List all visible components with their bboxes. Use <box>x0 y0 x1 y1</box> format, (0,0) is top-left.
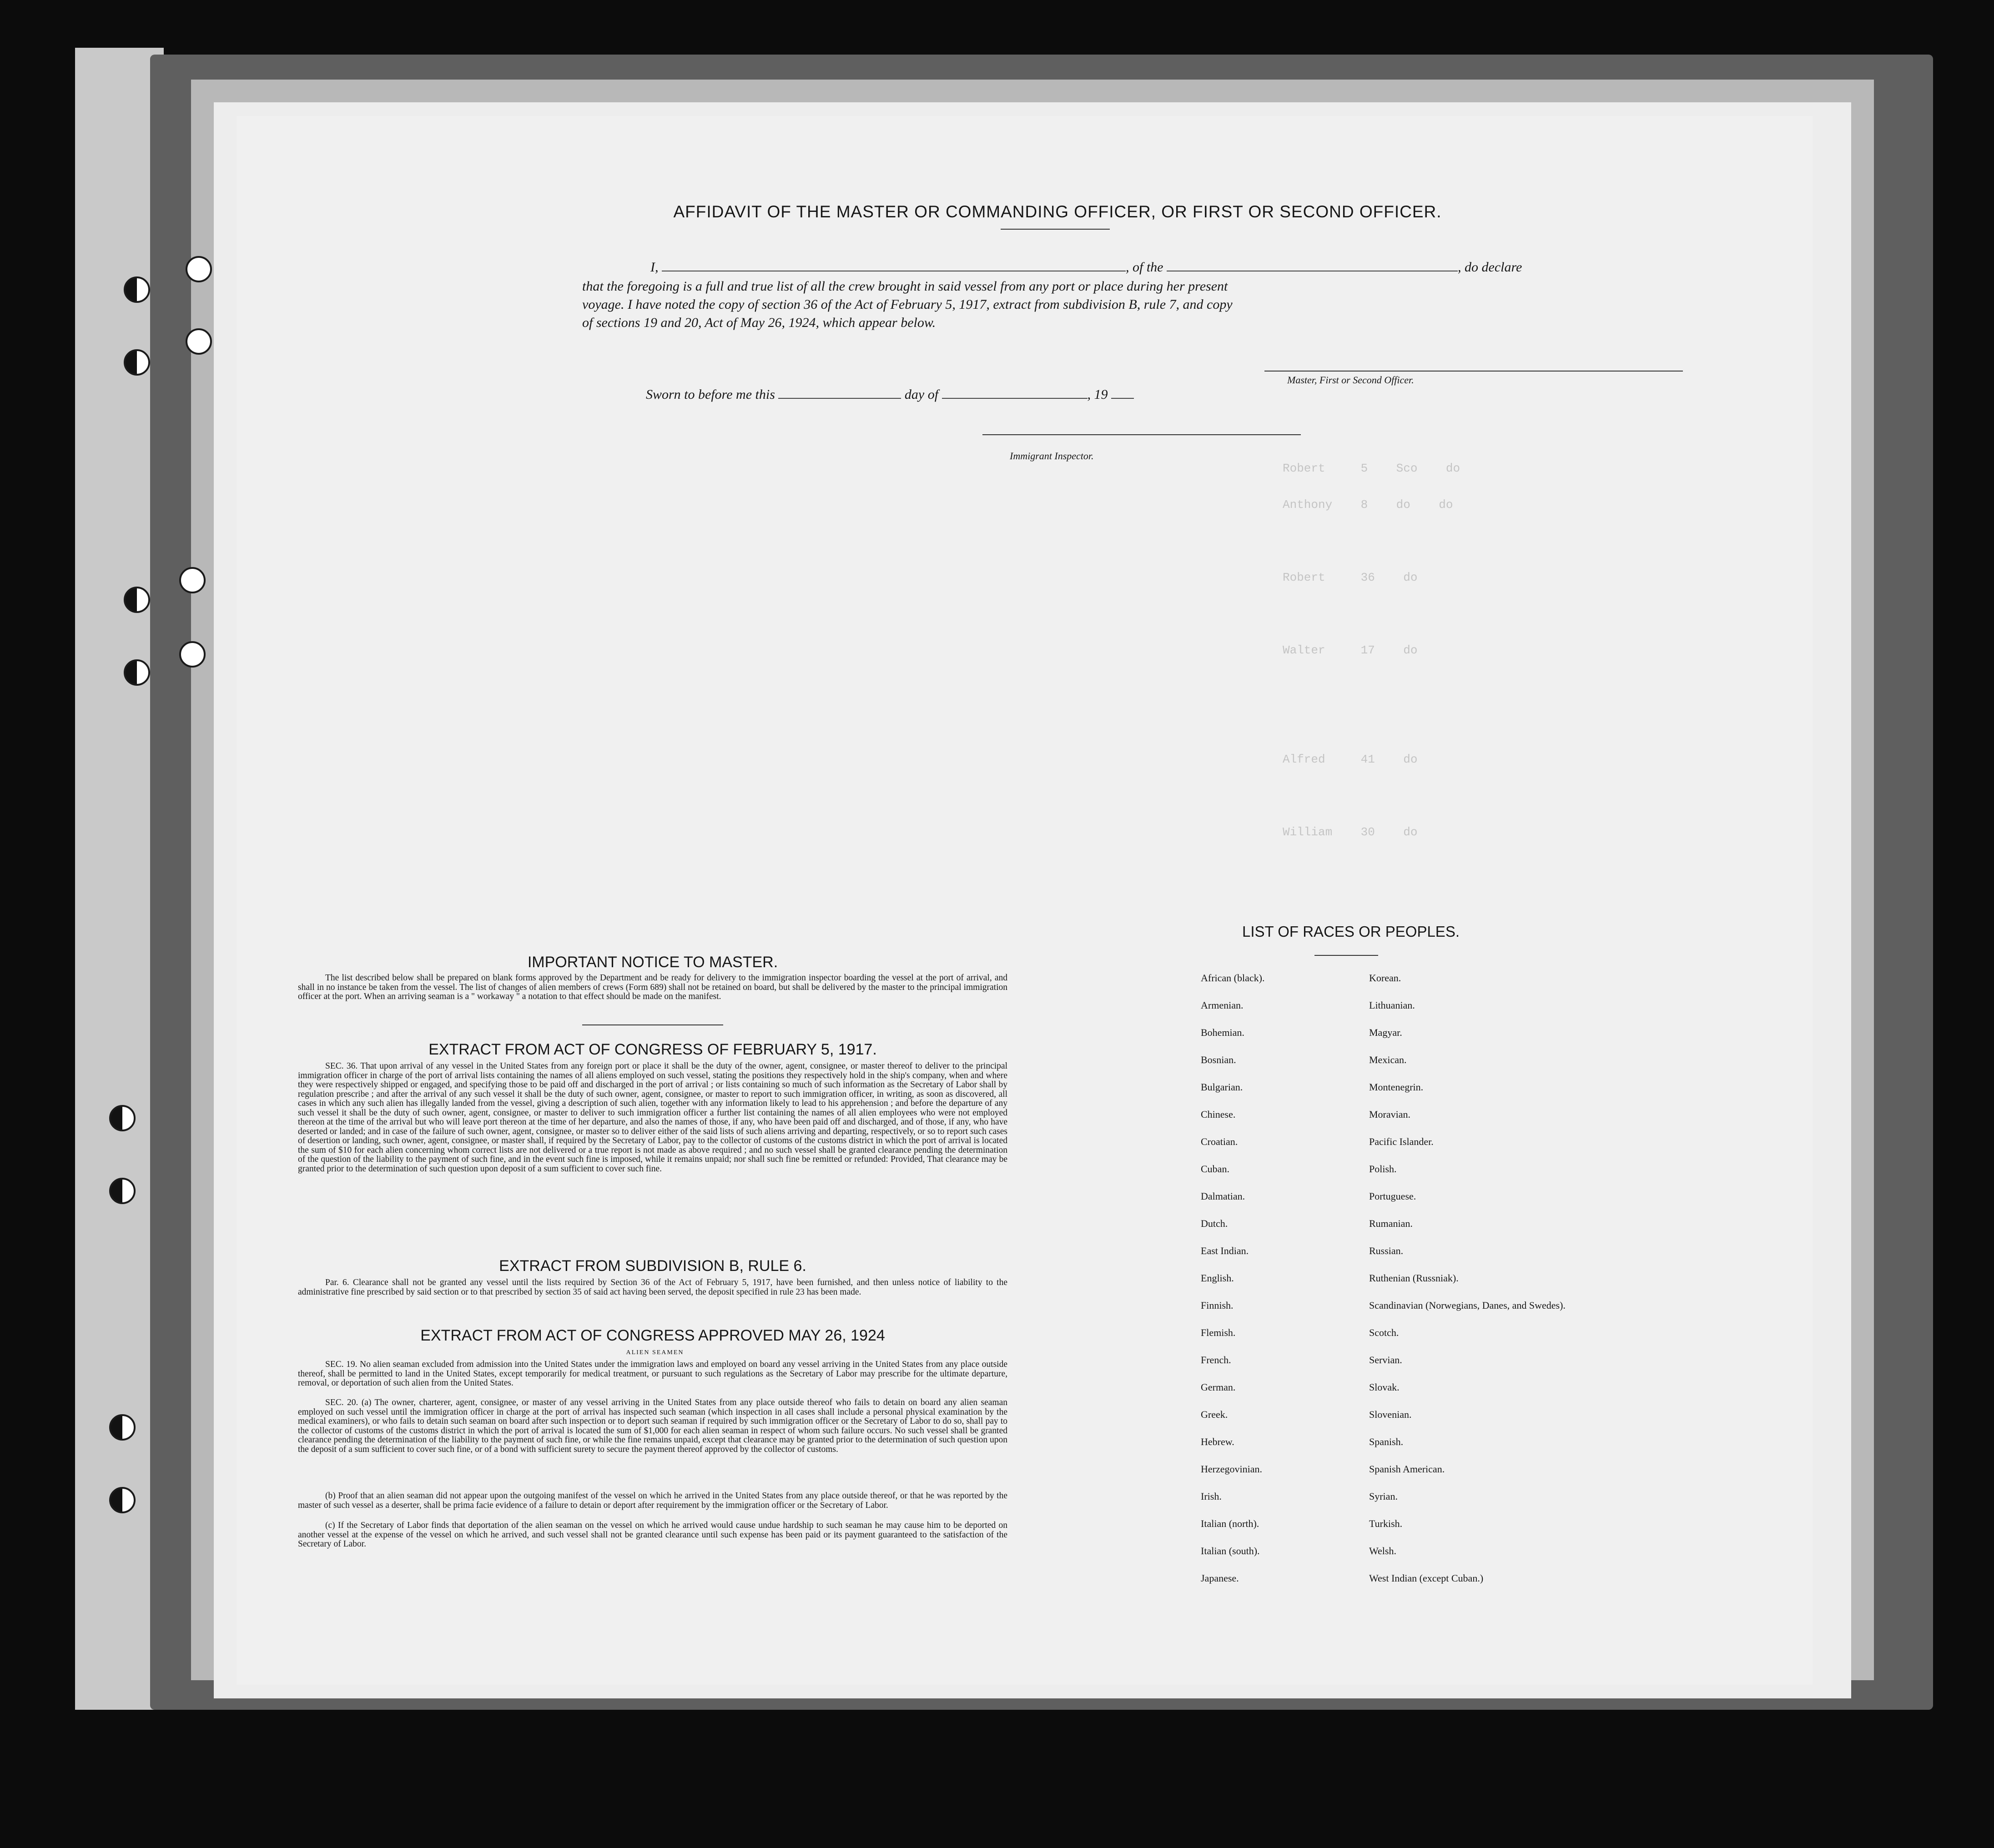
race-item: Chinese. <box>1201 1109 1236 1120</box>
binder-hole <box>124 276 150 303</box>
race-item: Servian. <box>1369 1354 1402 1366</box>
extract-1924-title: EXTRACT FROM ACT OF CONGRESS APPROVED MAY 26, 1924 <box>420 1327 885 1344</box>
race-item: Cuban. <box>1201 1163 1229 1175</box>
sworn-month-field[interactable] <box>942 387 1088 399</box>
races-right-column <box>1369 973 1566 1601</box>
bleed-through-text: Walter 17 do <box>1283 643 1418 657</box>
race-item: Spanish American. <box>1369 1463 1445 1475</box>
race-item: Herzegovinian. <box>1201 1463 1262 1475</box>
section-20a-text: SEC. 20. (a) The owner, charterer, agent, consignee, or master of any vessel arriving in the United States from any place outside thereof who fails to detain on board any alien seaman employed on such vessel until the immigration officer in charge at the port of arrival has inspected such seaman (which inspection in all cases shall include a personal physical examination by the medical examiners), or who fails to detain such seaman on board after such inspection or to deport such seaman if required by such immigration officer or the Secretary of Labor to do so, shall pay to the collector of customs of the customs district in which the port of arrival is located the sum of $1,000 for each alien seaman in respect of whom such failure occurs. No such vessel shall be granted clearance pending the determination of the liability to the payment of such fine, or while the fine remains unpaid, except that clearance may be granted prior to the determination of such question upon the deposit of a sum sufficient to cover such fine, or of a bond with sufficient surety to secure the payment thereof approved by the collector of customs. <box>298 1398 1007 1454</box>
races-left-column <box>1201 973 1264 1601</box>
race-item: Scotch. <box>1369 1327 1399 1338</box>
divider <box>1314 955 1378 956</box>
race-item: Spanish. <box>1369 1436 1404 1447</box>
races-title: LIST OF RACES OR PEOPLES. <box>1242 923 1460 940</box>
binder-hole <box>124 659 150 686</box>
declare-end: , do declare <box>1458 260 1522 275</box>
race-item: Magyar. <box>1369 1027 1402 1038</box>
alien-seamen-subtitle: ALIEN SEAMEN <box>626 1349 684 1356</box>
section-20c-text: (c) If the Secretary of Labor finds that deportation of the alien seaman on the vessel on which he arrived would cause undue hardship to such seaman he may cause him to be deported on another vessel at the expense of the vessel on which he arrived, and such vessel shall not be granted clearance until such expense has been paid or its payment guaranteed to the satisfaction of the Secretary of Labor. <box>298 1521 1007 1549</box>
affidavit-body-line-1: that the foregoing is a full and true list of all the crew brought in said vessel from any port or place during her present <box>582 279 1228 294</box>
race-item: Italian (south). <box>1201 1545 1260 1557</box>
declaration-line <box>650 260 1522 275</box>
sworn-line <box>646 387 1134 402</box>
punch-hole <box>179 567 206 593</box>
sworn-prefix: Sworn to before me this <box>646 387 775 402</box>
inspector-label: Immigrant Inspector. <box>1010 450 1094 462</box>
race-item: Montenegrin. <box>1369 1081 1424 1093</box>
punch-hole <box>186 328 212 355</box>
race-item: Pacific Islander. <box>1369 1136 1434 1147</box>
punch-hole <box>179 641 206 668</box>
race-item: Korean. <box>1369 972 1401 984</box>
race-item: Bohemian. <box>1201 1027 1244 1038</box>
extract-1917-text: SEC. 36. That upon arrival of any vessel in the United States from any foreign port or place it shall be the duty of the owner, agent, consignee, or master thereof to deliver to the principal immigration officer in charge of the port of arrival lists containing the names of all aliens employed on such vessel, stating the positions they respectively hold in the ship's company, when and where they were respectively shipped or engaged, and specifying those to be paid off and discharged in the port of arrival ; or lists containing so much of such information as the Secretary of Labor shall by regulation prescribe ; and after the arrival of any such vessel it shall be the duty of such owner, agent, consignee, or master to report to such immigration officer, in writing, as soon as discovered, all cases in which any such alien has illegally landed from the vessel, giving a description of such alien, together with any information likely to lead to his apprehension ; and before the departure of any such vessel it shall be the duty of such owner, agent, consignee, or master to deliver to such immigration officer a further list containing the names of all alien employees who were not employed thereon at the time of the arrival but who will leave port thereon at the time of her departure, and also the names of those, if any, who have been paid off and discharged, and of those, if any, who have deserted or landed; and in case of the failure of such owner, agent, consignee, or master so to deliver either of the said lists of such aliens arriving and departing, respectively, or so to report such cases of desertion or landing, such owner, agent, consignee, or master shall, if required by the Secretary of Labor, pay to the collector of customs of the customs district in which the port of arrival is located the sum of $10 for each alien concerning whom correct lists are not delivered or a true report is not made as above required ; and no such vessel shall be granted clearance pending the determination of the question of the liability to the payment of such fine, and in the event such fine is imposed, while it remains unpaid; nor shall such fine be remitted or refunded: Provided, That clearance may be granted prior to the determination of such question upon deposit of a sum sufficient to cover such fine. <box>298 1061 1007 1174</box>
race-item: Syrian. <box>1369 1491 1398 1502</box>
sworn-year-field[interactable] <box>1111 387 1134 399</box>
sworn-day-field[interactable] <box>778 387 901 399</box>
bleed-through-text: Alfred 41 do <box>1283 753 1418 766</box>
extract-rule6-text: Par. 6. Clearance shall not be granted any vessel until the lists required by Section 36 of the Act of February 5, 1917, have been furnished, and then unless notice of liability to the administrative fine prescribed by said section or to that prescribed by section 35 of said act having been served, the deposit specified in rule 23 has been made. <box>298 1278 1007 1297</box>
affidavit-title: AFFIDAVIT OF THE MASTER OR COMMANDING OFFICER, OR FIRST OR SECOND OFFICER. <box>673 202 1442 221</box>
race-item: Rumanian. <box>1369 1218 1413 1229</box>
master-name-field[interactable] <box>662 260 1126 271</box>
master-signature-label: Master, First or Second Officer. <box>1287 374 1414 386</box>
bleed-through-text: Anthony 8 do do <box>1283 498 1453 512</box>
declare-of-the: , of the <box>1126 260 1163 275</box>
race-item: Mexican. <box>1369 1054 1407 1065</box>
race-item: Finnish. <box>1201 1300 1234 1311</box>
inspector-signature-line[interactable] <box>982 434 1301 435</box>
binder-hole <box>109 1414 136 1441</box>
race-item: West Indian (except Cuban.) <box>1369 1572 1484 1584</box>
race-item: Slovenian. <box>1369 1409 1412 1420</box>
sworn-day-of: day of <box>904 387 939 402</box>
affidavit-body-line-2: voyage. I have noted the copy of section 36 of the Act of February 5, 1917, extract from subdivision B, rule 7, and copy <box>582 297 1233 312</box>
race-item: Russian. <box>1369 1245 1404 1256</box>
affidavit-body-line-3: of sections 19 and 20, Act of May 26, 1924, which appear below. <box>582 315 936 330</box>
affidavit-page <box>237 116 1813 1685</box>
declare-i: I, <box>650 260 659 275</box>
race-item: Ruthenian (Russniak). <box>1369 1272 1459 1284</box>
race-item: Hebrew. <box>1201 1436 1234 1447</box>
master-signature-line[interactable] <box>1264 371 1683 372</box>
race-item: Bosnian. <box>1201 1054 1236 1065</box>
bleed-through-text: Robert 5 Sco do <box>1283 462 1460 475</box>
race-item: Dutch. <box>1201 1218 1228 1229</box>
extract-1917-title: EXTRACT FROM ACT OF CONGRESS OF FEBRUARY 5, 1917. <box>428 1041 877 1058</box>
race-item: Armenian. <box>1201 999 1244 1011</box>
binder-hole <box>109 1105 136 1131</box>
notice-title: IMPORTANT NOTICE TO MASTER. <box>527 954 778 971</box>
race-item: Turkish. <box>1369 1518 1403 1529</box>
race-item: Flemish. <box>1201 1327 1236 1338</box>
sworn-year: , 19 <box>1087 387 1108 402</box>
race-item: Portuguese. <box>1369 1190 1416 1202</box>
binder-hole <box>109 1487 136 1513</box>
race-item: German. <box>1201 1381 1236 1393</box>
section-19-text: SEC. 19. No alien seaman excluded from admission into the United States under the immigration laws and employed on board any vessel arriving in the United States from any place outside thereof, shall be permitted to land in the United States, except temporarily for medical treatment, or pursuant to such regulations as the Secretary of Labor may prescribe for the ultimate departure, removal, or deportation of such alien from the United States. <box>298 1360 1007 1388</box>
punch-hole <box>186 256 212 282</box>
race-item: Croatian. <box>1201 1136 1238 1147</box>
binder-hole <box>124 587 150 613</box>
race-item: Bulgarian. <box>1201 1081 1243 1093</box>
vessel-name-field[interactable] <box>1167 260 1458 271</box>
race-item: Italian (north). <box>1201 1518 1259 1529</box>
race-item: Moravian. <box>1369 1109 1411 1120</box>
race-item: Irish. <box>1201 1491 1222 1502</box>
bleed-through-text: William 30 do <box>1283 825 1418 839</box>
race-item: Welsh. <box>1369 1545 1396 1557</box>
section-20b-text: (b) Proof that an alien seaman did not appear upon the outgoing manifest of the vessel on which he arrived in the United States from any place outside thereof, or that he was reported by the master of such vessel as a deserter, shall be prima facie evidence of a failure to detain or deport after requirement by the immigration officer or the Secretary of Labor. <box>298 1491 1007 1510</box>
divider <box>1001 229 1110 230</box>
extract-rule6-title: EXTRACT FROM SUBDIVISION B, RULE 6. <box>499 1257 806 1275</box>
race-item: Polish. <box>1369 1163 1397 1175</box>
race-item: Scandinavian (Norwegians, Danes, and Swedes). <box>1369 1300 1566 1311</box>
binder-hole <box>124 349 150 376</box>
race-item: Japanese. <box>1201 1572 1239 1584</box>
binder-hole <box>109 1178 136 1204</box>
race-item: Slovak. <box>1369 1381 1400 1393</box>
bleed-through-text: Robert 36 do <box>1283 571 1418 584</box>
race-item: English. <box>1201 1272 1234 1284</box>
race-item: French. <box>1201 1354 1231 1366</box>
race-item: Greek. <box>1201 1409 1228 1420</box>
race-item: Lithuanian. <box>1369 999 1415 1011</box>
race-item: Dalmatian. <box>1201 1190 1245 1202</box>
race-item: East Indian. <box>1201 1245 1249 1256</box>
race-item: African (black). <box>1201 972 1265 984</box>
divider <box>582 1024 723 1025</box>
notice-text: The list described below shall be prepared on blank forms approved by the Department and be ready for delivery to the immigration inspector boarding the vessel at the port of arrival, and shall in no instance be taken from the vessel. The list of changes of alien members of crews (Form 689) shall not be retained on board, but shall be delivered by the master to the principal immigration officer at the port. When an arriving seaman is a " workaway " a notation to that effect should be made on the manifest. <box>298 973 1007 1001</box>
